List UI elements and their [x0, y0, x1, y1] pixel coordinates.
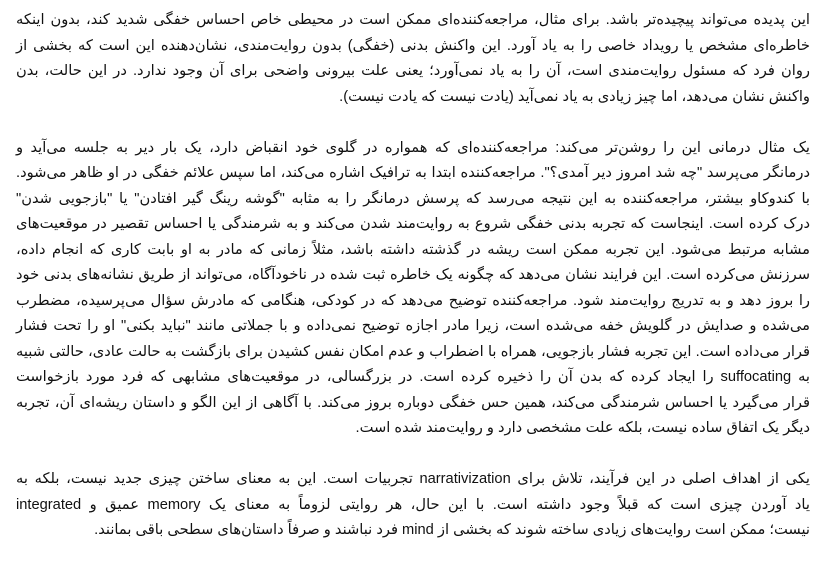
text-line: یاد آوردن چیزی است که قبلاً وجود داشته است. با این حال، هر روایتی لزوماً به معنای یک memory عمیق و integrated	[16, 496, 810, 513]
text-line: را بروز دهد و به تدریج روایت‌مند شود. مراجعه‌کننده توضیح می‌دهد که در کودکی، هنگامی که مادرش سؤال می‌پرسیده، مضطرب	[16, 292, 810, 309]
text-line: سرزنش می‌کرده است. این فرایند نشان می‌دهد که چگونه یک خاطره ثبت شده در ناخودآگاه، می‌تواند از طریق نشانه‌های بدنی خود	[16, 267, 810, 283]
text-line: می‌شده و صدایش در گلویش خفه می‌شده است، زیرا مادر اجازه توضیح نمی‌داده و با جملاتی مانند "نباید بکنی" او را تحت فشار	[16, 318, 810, 334]
text-line: قرار می‌داده است. این تجربه فشار بازجویی، همراه با اضطراب و عدم امکان نفس کشیدن برای بازگشت به حالت عادی، حالتی شبیه	[16, 343, 810, 360]
text-line: نیست؛ ممکن است روایت‌های زیادی ساخته شوند که بخشی از mind فرد نباشند و صرفاً داستان‌های سطحی باقی بمانند.	[94, 522, 810, 538]
text-line: دیگر یک اتفاق ساده نیست، بلکه علت مشخصی دارد و روایت‌مند شده است.	[355, 420, 810, 436]
paragraph	[16, 136, 810, 442]
text-line: درک کرده است. اینجاست که تجربه بدنی خفگی شروع به روایت‌مند شدن می‌کند و به شرمندگی یا احساس تقصیر در موقعیت‌های	[16, 216, 810, 232]
text-line: واکنش نشان می‌دهد، اما چیز زیادی به یاد نمی‌آید (یادت نیست که یادت نیست).	[339, 88, 810, 105]
text-line: به suffocating را ایجاد کرده که بدن آن را ذخیره کرده است. در بزرگسالی، در موقعیت‌های مشابهی که فرد مورد بازخواست	[16, 369, 811, 385]
text-line: مشابه مرتبط می‌شود. این تجربه ممکن است ریشه در گذشته داشته باشد، مثلاً زمانی که مادر به او بابت کاری که انجام داده،	[16, 241, 810, 258]
text-line: روان فرد که مسئول روایت‌مندی است، آن را به یاد نمی‌آورد؛ یعنی علت بیرونی واضحی برای آن وجود ندارد. در این حالت، بدن	[16, 63, 810, 79]
text-line: این پدیده می‌تواند پیچیده‌تر باشد. برای مثال، مراجعه‌کننده‌ای ممکن است در محیطی خاص احساس خفگی شدید کند، بدون اینکه	[16, 12, 810, 28]
document-body	[16, 8, 810, 569]
paragraph	[16, 8, 810, 110]
text-line: درمانگر می‌پرسد "چه شد امروز دیر آمدی؟". مراجعه‌کننده ابتدا به ترافیک اشاره می‌کند، اما سپس علائم خفگی در او ظاهر می‌شود.	[16, 165, 810, 181]
text-line: قرار می‌گیرد یا احساس شرمندگی می‌کند، همین حس خفگی دوباره بروز می‌کند. با آگاهی از این الگو و داستان ریشه‌ای آن، تجربه	[16, 394, 810, 411]
paragraph	[16, 467, 810, 544]
text-line: خاطره‌ای مشخص یا رویداد خاصی را به یاد آورد. این واکنش بدنی (خفگی) بدون روایت‌مندی، نشان‌دهنده این است که بخشی از	[16, 37, 810, 54]
text-line: یک مثال درمانی این را روشن‌تر می‌کند: مراجعه‌کننده‌ای که همواره در گلوی خود انقباض دارد، یک بار دیر به جلسه می‌آید و	[16, 139, 810, 156]
text-line: یکی از اهداف اصلی در این فرآیند، تلاش برای narrativization تجربیات است. این به معنای ساختن چیزی جدید نیست، بلکه به	[16, 471, 810, 487]
text-line: با کندوکاو بیشتر، مراجعه‌کننده به این نتیجه می‌رسد که پرسش درمانگر را به مثابه "گوشه رینگ گیر افتادن" یا "بازجویی شدن"	[16, 190, 810, 207]
